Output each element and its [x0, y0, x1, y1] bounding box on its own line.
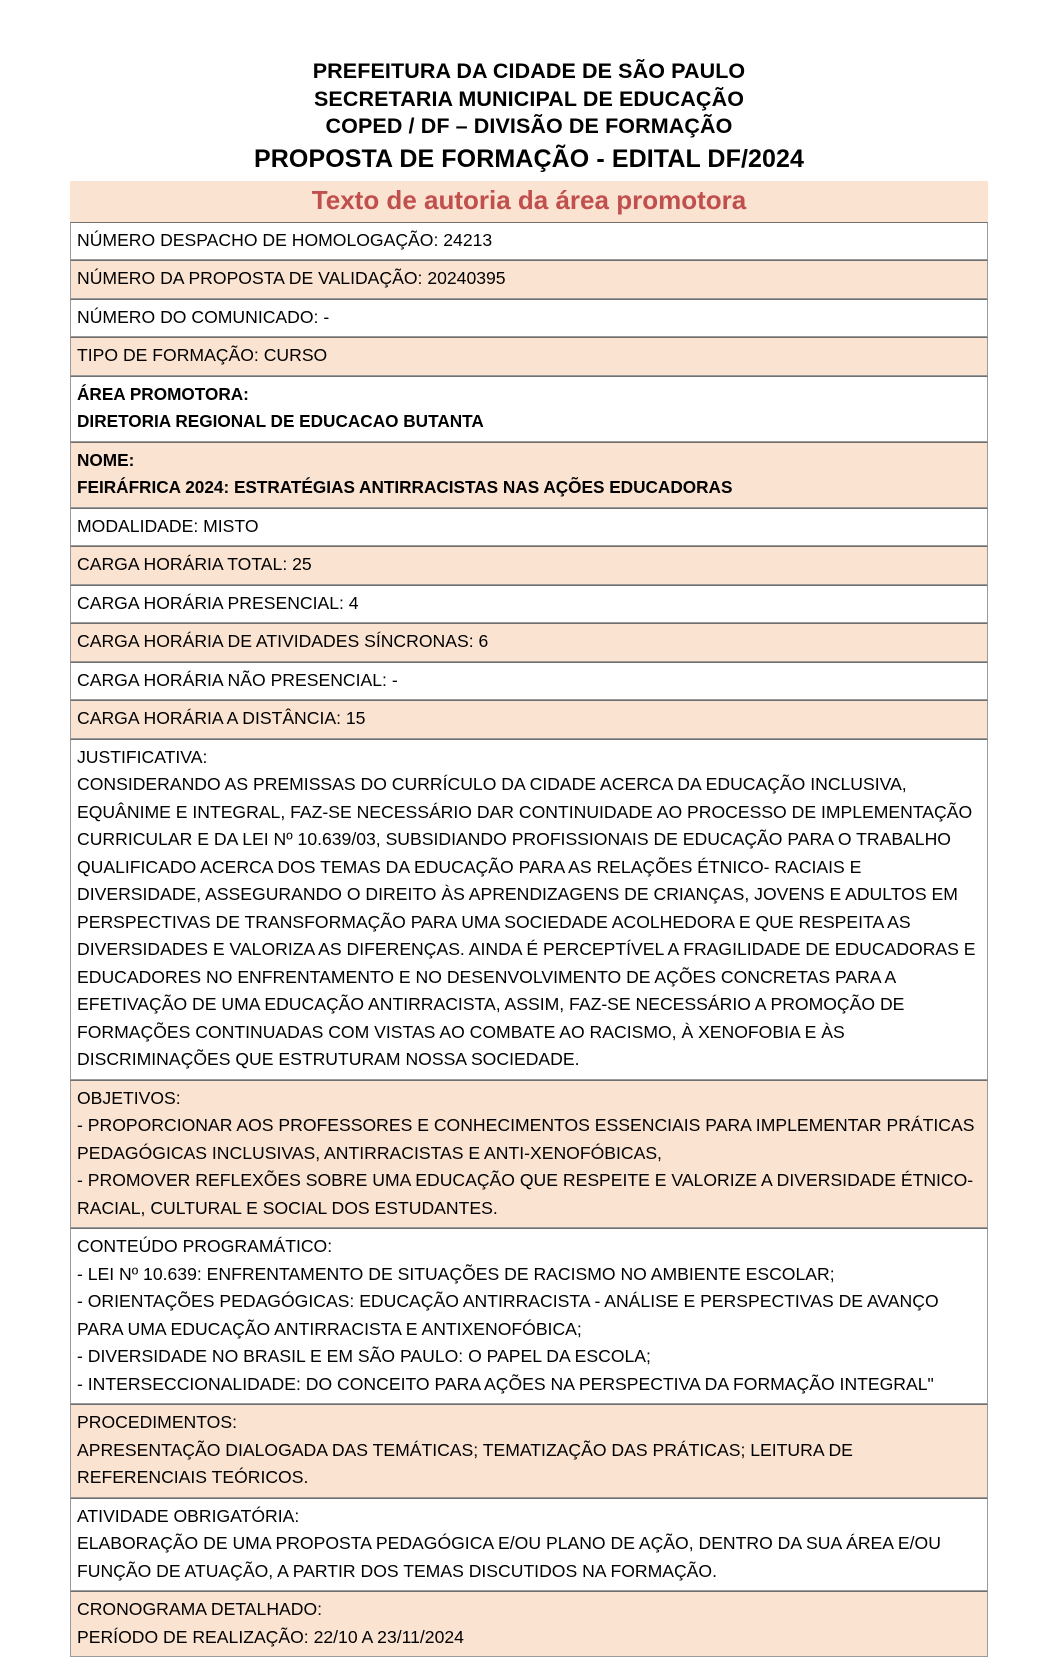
justificativa-cell — [70, 739, 988, 1080]
row-carga-horaria-total — [70, 546, 988, 585]
objetivos-item-2: - PROMOVER REFLEXÕES SOBRE UMA EDUCAÇÃO QUE RESPEITE E VALORIZE A DIVERSIDADE ÉTNICO-RACIAL, CULTURAL E SOCIAL DOS ESTUDANTES. — [77, 1167, 981, 1222]
justificativa-label: JUSTIFICATIVA: — [77, 744, 981, 772]
procedimentos-label: PROCEDIMENTOS: — [77, 1409, 981, 1437]
conteudo-item-4: - INTERSECCIONALIDADE: DO CONCEITO PARA AÇÕES NA PERSPECTIVA DA FORMAÇÃO INTEGRAL" — [77, 1371, 981, 1399]
header-line-prefeitura: PREFEITURA DA CIDADE DE SÃO PAULO — [0, 58, 1058, 86]
conteudo-item-2: - ORIENTAÇÕES PEDAGÓGICAS: EDUCAÇÃO ANTIRRACISTA - ANÁLISE E PERSPECTIVAS DE AVANÇO PARA UMA EDUCAÇÃO ANTIRRACISTA E ANTIXENOFÓBICA; — [77, 1288, 981, 1343]
carga-horaria-sincronas-cell: CARGA HORÁRIA DE ATIVIDADES SÍNCRONAS: 6 — [70, 623, 988, 662]
row-modalidade — [70, 508, 988, 547]
objetivos-label: OBJETIVOS: — [77, 1085, 981, 1113]
carga-horaria-nao-presencial-cell: CARGA HORÁRIA NÃO PRESENCIAL: - — [70, 662, 988, 701]
row-justificativa — [70, 739, 988, 1080]
banner-text: Texto de autoria da área promotora — [312, 185, 746, 215]
row-carga-horaria-sincronas — [70, 623, 988, 662]
objetivos-cell — [70, 1080, 988, 1229]
modalidade-cell: MODALIDADE: MISTO — [70, 508, 988, 547]
procedimentos-text: APRESENTAÇÃO DIALOGADA DAS TEMÁTICAS; TEMATIZAÇÃO DAS PRÁTICAS; LEITURA DE REFERENCIAIS TEÓRICOS. — [77, 1437, 981, 1492]
row-carga-horaria-distancia — [70, 700, 988, 739]
row-carga-horaria-presencial — [70, 585, 988, 624]
conteudo-item-3: - DIVERSIDADE NO BRASIL E EM SÃO PAULO: O PAPEL DA ESCOLA; — [77, 1343, 981, 1371]
header-line-proposta: PROPOSTA DE FORMAÇÃO - EDITAL DF/2024 — [0, 141, 1058, 175]
justificativa-text: CONSIDERANDO AS PREMISSAS DO CURRÍCULO DA CIDADE ACERCA DA EDUCAÇÃO INCLUSIVA, EQUÂNIME E INTEGRAL, FAZ-SE NECESSÁRIO DAR CONTINUIDADE AO PROCESSO DE IMPLEMENTAÇÃO CURRICULAR E DA LEI Nº 10.639/03, SUBSIDIANDO PROFISSIONAIS DE EDUCAÇÃO PARA O TRABALHO QUALIFICADO ACERCA DOS TEMAS DA EDUCAÇÃO PARA AS RELAÇÕES ÉTNICO- RACIAIS E DIVERSIDADE, ASSEGURANDO O DIREITO ÀS APRENDIZAGENS DE CRIANÇAS, JOVENS E ADULTOS EM PERSPECTIVAS DE TRANSFORMAÇÃO PARA UMA SOCIEDADE ACOLHEDORA E QUE RESPEITA AS DIVERSIDADES E VALORIZA AS DIFERENÇAS. AINDA É PERCEPTÍVEL A FRAGILIDADE DE EDUCADORAS E EDUCADORES NO ENFRENTAMENTO E NO DESENVOLVIMENTO DE AÇÕES CONCRETAS PARA A EFETIVAÇÃO DE UMA EDUCAÇÃO ANTIRRACISTA, ASSIM, FAZ-SE NECESSÁRIO A PROMOÇÃO DE FORMAÇÕES CONTINUADAS COM VISTAS AO COMBATE AO RACISMO, À XENOFOBIA E ÀS DISCRIMINAÇÕES QUE ESTRUTURAM NOSSA SOCIEDADE. — [77, 771, 981, 1074]
area-promotora-label: ÁREA PROMOTORA: — [77, 381, 981, 409]
banner-cell — [70, 181, 988, 222]
row-proposta-validacao — [70, 260, 988, 299]
row-objetivos — [70, 1080, 988, 1229]
banner-row — [70, 181, 988, 222]
cronograma-label: CRONOGRAMA DETALHADO: — [77, 1596, 981, 1624]
comunicado-cell: NÚMERO DO COMUNICADO: - — [70, 299, 988, 338]
carga-horaria-presencial-cell: CARGA HORÁRIA PRESENCIAL: 4 — [70, 585, 988, 624]
nome-label: NOME: — [77, 447, 981, 475]
row-procedimentos — [70, 1404, 988, 1498]
document-header — [0, 0, 1058, 175]
despacho-cell: NÚMERO DESPACHO DE HOMOLOGAÇÃO: 24213 — [70, 222, 988, 261]
tipo-formacao-cell: TIPO DE FORMAÇÃO: CURSO — [70, 337, 988, 376]
conteudo-programatico-cell — [70, 1228, 988, 1404]
proposta-form-table — [70, 181, 988, 1657]
objetivos-item-1: - PROPORCIONAR AOS PROFESSORES E CONHECIMENTOS ESSENCIAIS PARA IMPLEMENTAR PRÁTICAS PEDAGÓGICAS INCLUSIVAS, ANTIRRACISTAS E ANTI-XENOFÓBICAS, — [77, 1112, 981, 1167]
header-line-coped: COPED / DF – DIVISÃO DE FORMAÇÃO — [0, 113, 1058, 141]
cronograma-cell — [70, 1591, 988, 1657]
row-nome — [70, 442, 988, 508]
carga-horaria-total-cell: CARGA HORÁRIA TOTAL: 25 — [70, 546, 988, 585]
procedimentos-cell — [70, 1404, 988, 1498]
area-promotora-cell — [70, 376, 988, 442]
row-atividade-obrigatoria — [70, 1498, 988, 1592]
area-promotora-value: DIRETORIA REGIONAL DE EDUCACAO BUTANTA — [77, 408, 981, 436]
row-conteudo-programatico — [70, 1228, 988, 1404]
header-line-secretaria: SECRETARIA MUNICIPAL DE EDUCAÇÃO — [0, 86, 1058, 114]
conteudo-item-1: - LEI Nº 10.639: ENFRENTAMENTO DE SITUAÇÕES DE RACISMO NO AMBIENTE ESCOLAR; — [77, 1261, 981, 1289]
row-tipo-formacao — [70, 337, 988, 376]
cronograma-text: PERÍODO DE REALIZAÇÃO: 22/10 A 23/11/2024 — [77, 1624, 981, 1652]
row-comunicado — [70, 299, 988, 338]
atividade-text: ELABORAÇÃO DE UMA PROPOSTA PEDAGÓGICA E/OU PLANO DE AÇÃO, DENTRO DA SUA ÁREA E/OU FUNÇÃO DE ATUAÇÃO, A PARTIR DOS TEMAS DISCUTIDOS NA FORMAÇÃO. — [77, 1530, 981, 1585]
row-area-promotora — [70, 376, 988, 442]
proposta-validacao-cell: NÚMERO DA PROPOSTA DE VALIDAÇÃO: 20240395 — [70, 260, 988, 299]
row-cronograma-detalhado — [70, 1591, 988, 1657]
atividade-obrigatoria-cell — [70, 1498, 988, 1592]
nome-value: FEIRÁFRICA 2024: ESTRATÉGIAS ANTIRRACISTAS NAS AÇÕES EDUCADORAS — [77, 474, 981, 502]
conteudo-label: CONTEÚDO PROGRAMÁTICO: — [77, 1233, 981, 1261]
nome-cell — [70, 442, 988, 508]
row-carga-horaria-nao-presencial — [70, 662, 988, 701]
row-despacho — [70, 222, 988, 261]
carga-horaria-distancia-cell: CARGA HORÁRIA A DISTÂNCIA: 15 — [70, 700, 988, 739]
atividade-label: ATIVIDADE OBRIGATÓRIA: — [77, 1503, 981, 1531]
